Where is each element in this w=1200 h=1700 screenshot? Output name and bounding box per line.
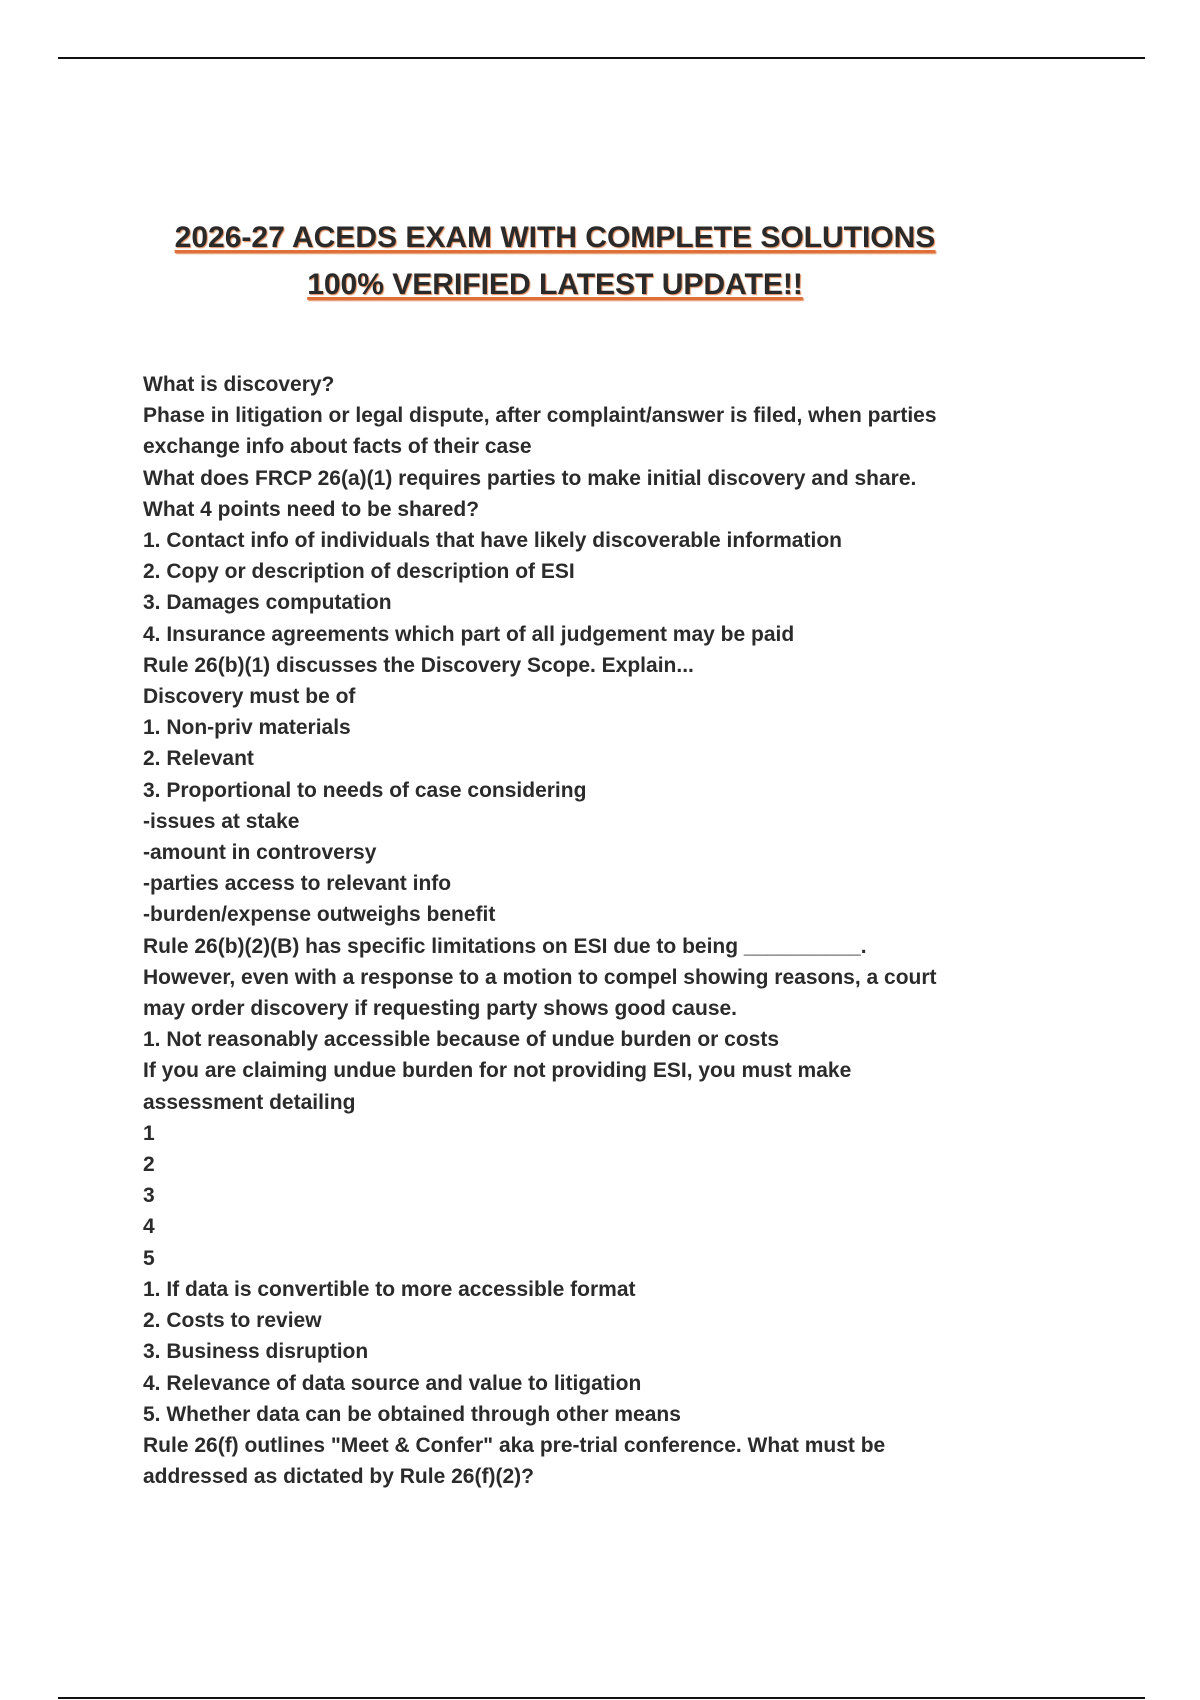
- text-line: 3. Proportional to needs of case considering: [143, 778, 587, 802]
- title-line-2: 100% VERIFIED LATEST UPDATE!!: [307, 268, 803, 301]
- text-line: 5. Whether data can be obtained through other means: [143, 1402, 681, 1426]
- text-line: If you are claiming undue burden for not providing ESI, you must make: [143, 1059, 852, 1083]
- text-line: 2. Copy or description of description of ESI: [143, 560, 575, 584]
- text-line: 5: [143, 1246, 155, 1270]
- text-line: -issues at stake: [143, 809, 300, 833]
- document-title: [0, 214, 1110, 308]
- text-line: What does FRCP 26(a)(1) requires parties to make initial discovery and share.: [143, 466, 917, 490]
- text-line: 1. Non-priv materials: [143, 716, 351, 740]
- text-line: 1. Contact info of individuals that have likely discoverable information: [143, 529, 842, 553]
- text-line: 3. Damages computation: [143, 591, 392, 615]
- bottom-rule: [58, 1697, 1145, 1699]
- title-line-1: 2026-27 ACEDS EXAM WITH COMPLETE SOLUTIONS: [174, 221, 936, 254]
- text-line: Rule 26(b)(2)(B) has specific limitations on ESI due to being __________.: [143, 934, 867, 958]
- text-line: may order discovery if requesting party shows good cause.: [143, 997, 738, 1021]
- text-line: 4. Relevance of data source and value to litigation: [143, 1371, 642, 1395]
- text-line: -parties access to relevant info: [143, 872, 452, 896]
- text-line: What is discovery?: [143, 373, 335, 396]
- top-rule: [58, 57, 1145, 59]
- text-line: 2: [143, 1153, 155, 1177]
- document-body: [143, 369, 1063, 1492]
- text-line: addressed as dictated by Rule 26(f)(2)?: [143, 1465, 534, 1489]
- text-line: 4: [143, 1215, 155, 1239]
- text-line: assessment detailing: [143, 1090, 356, 1114]
- text-line: 1. If data is convertible to more accessible format: [143, 1277, 636, 1301]
- text-line: What 4 points need to be shared?: [143, 497, 480, 521]
- text-line: Rule 26(b)(1) discusses the Discovery Scope. Explain...: [143, 653, 694, 677]
- text-line: Phase in litigation or legal dispute, after complaint/answer is filed, when parties: [143, 404, 937, 428]
- text-line: Rule 26(f) outlines "Meet & Confer" aka pre-trial conference. What must be: [143, 1433, 886, 1457]
- text-line: -burden/expense outweighs benefit: [143, 903, 496, 927]
- text-line: 3: [143, 1184, 155, 1208]
- text-line: 1: [143, 1121, 155, 1145]
- text-line: 4. Insurance agreements which part of all judgement may be paid: [143, 622, 795, 646]
- text-line: Discovery must be of: [143, 685, 356, 709]
- text-line: 2. Costs to review: [143, 1309, 322, 1333]
- text-line: 3. Business disruption: [143, 1340, 369, 1364]
- text-line: 1. Not reasonably accessible because of undue burden or costs: [143, 1028, 780, 1052]
- text-line: exchange info about facts of their case: [143, 435, 532, 459]
- text-line: However, even with a response to a motion to compel showing reasons, a court: [143, 965, 937, 989]
- text-line: -amount in controversy: [143, 841, 377, 865]
- text-line: 2. Relevant: [143, 747, 254, 771]
